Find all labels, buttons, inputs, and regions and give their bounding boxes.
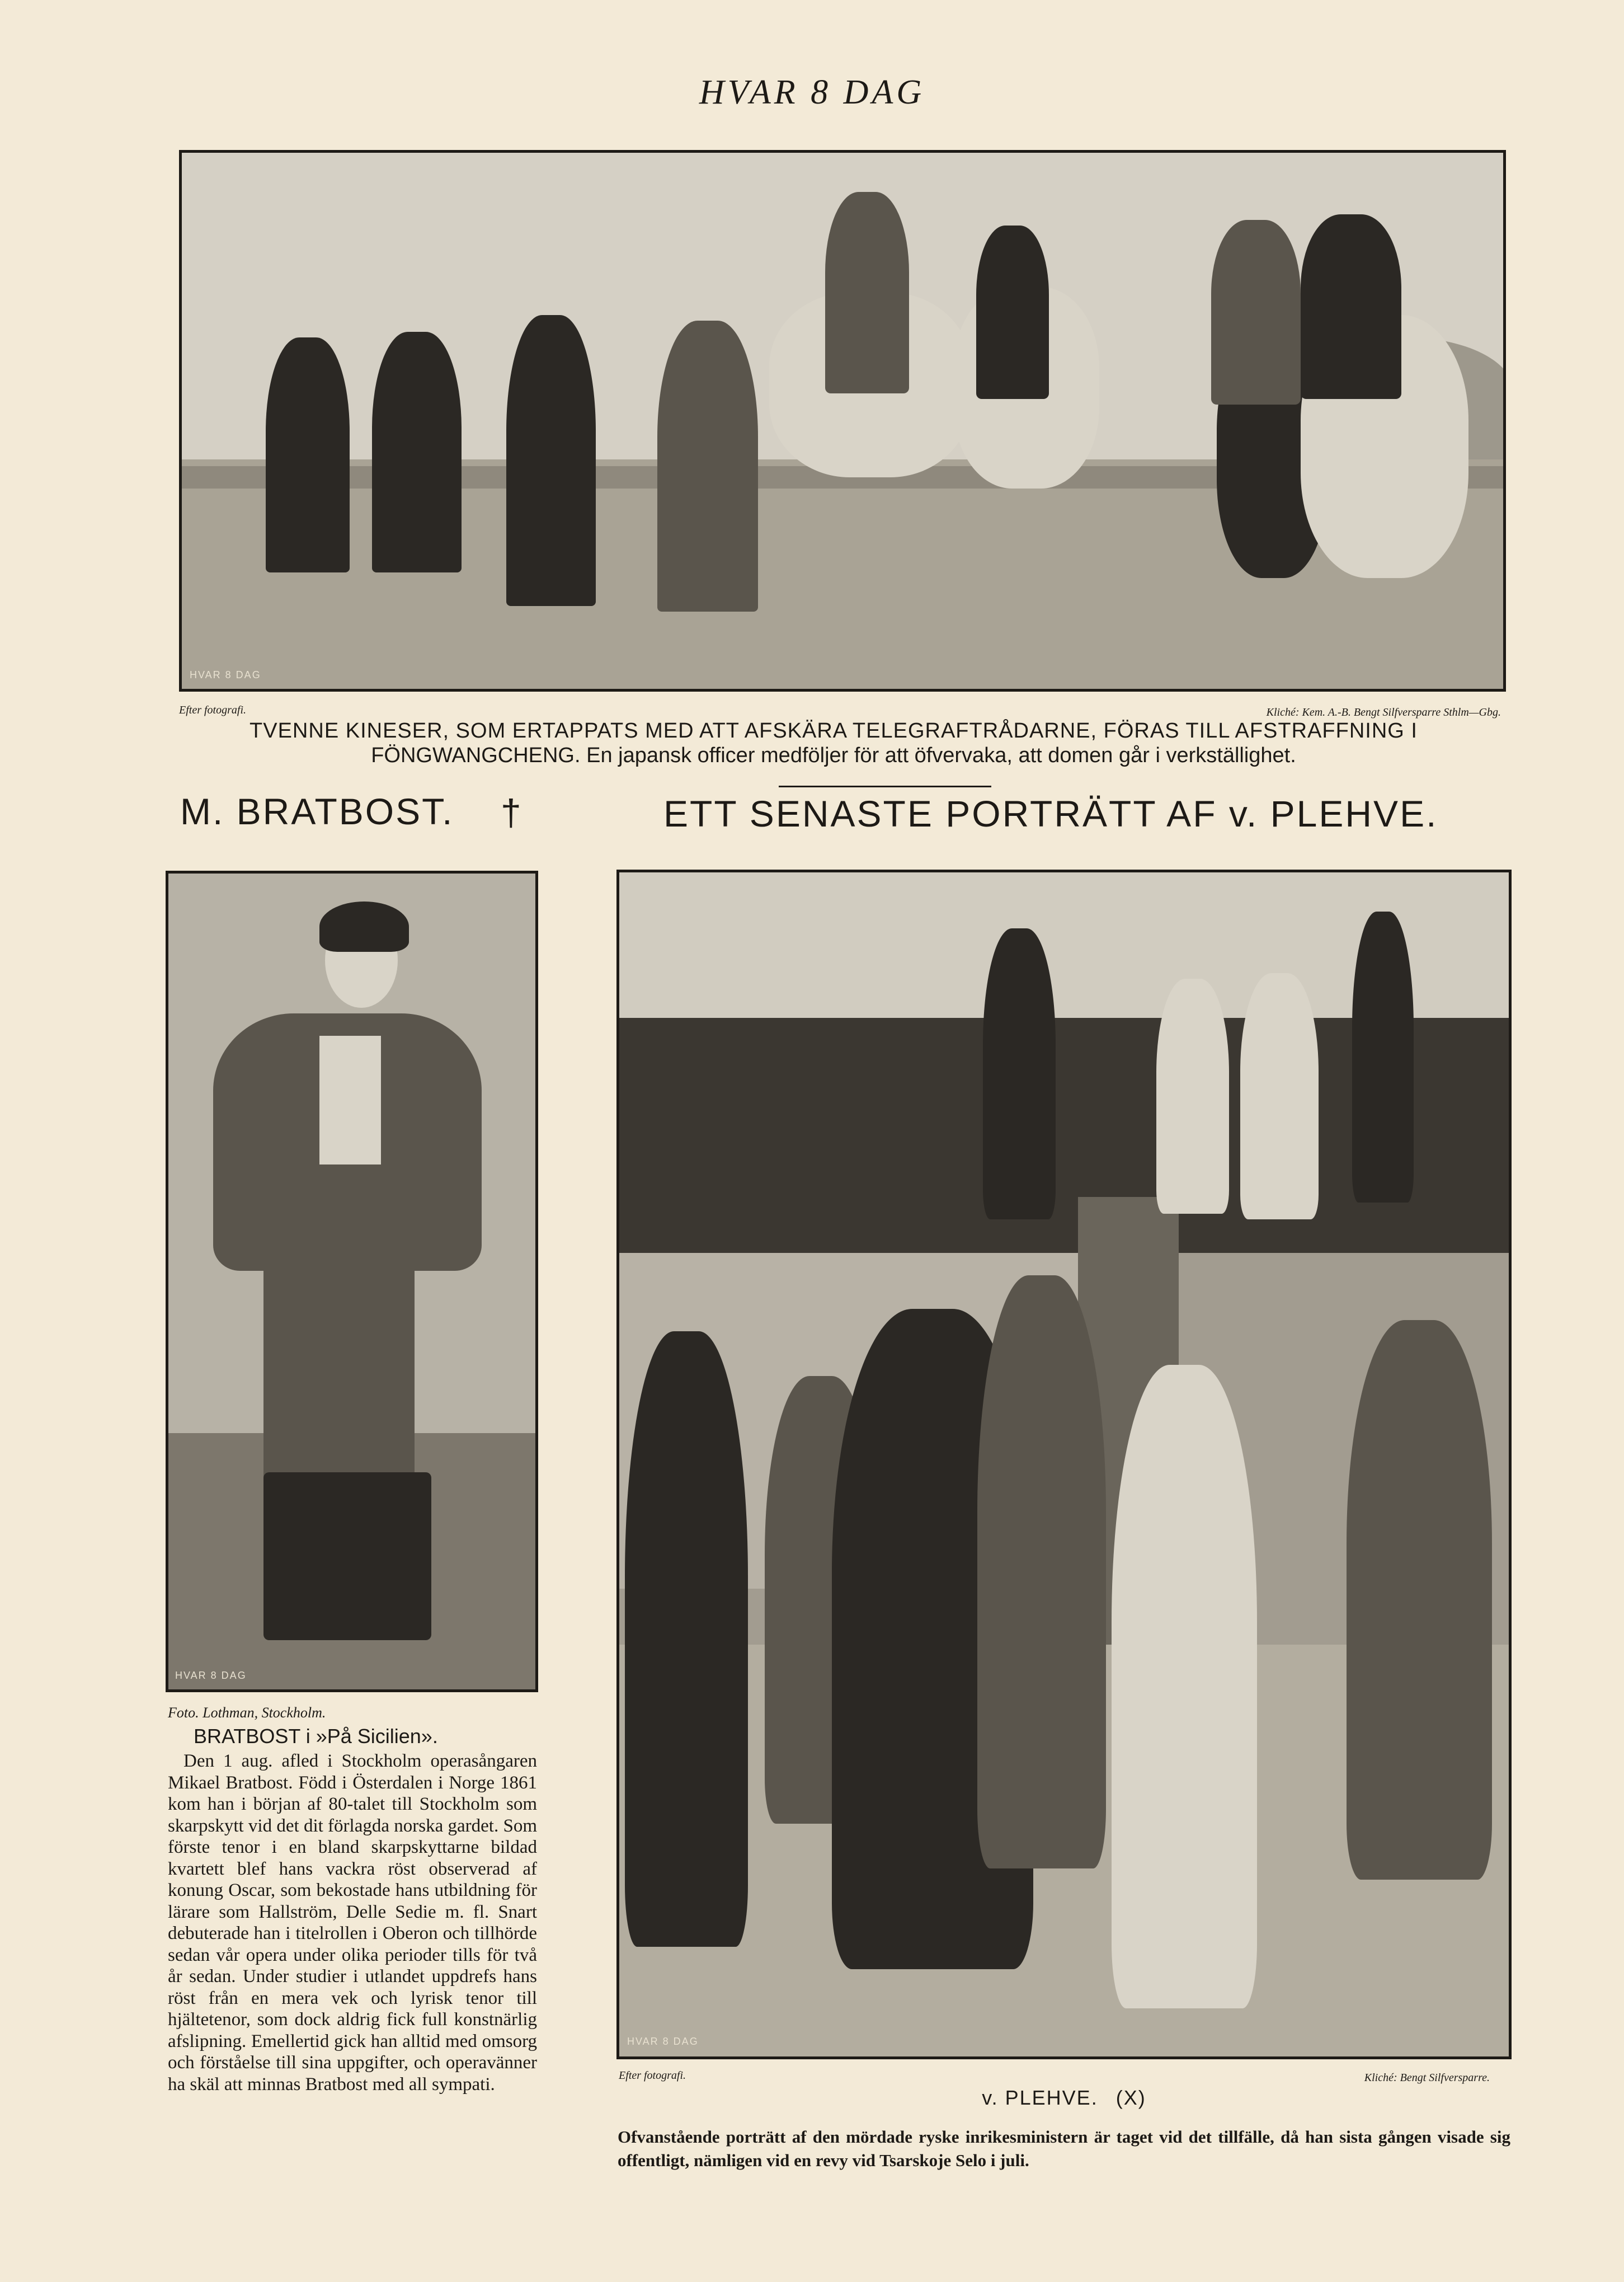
top-photo-credit-left: Efter fotografi. [179,704,246,716]
figure-man-1 [266,337,350,572]
plehve-description: Ofvanstående porträtt af den mördade ryske inrikesministern är taget vid det tillfälle, då han sista gången visade sig offentligt, nämligen vid en revy vid Tsarskoje Selo i juli. [618,2127,1510,2170]
bratbost-article-paragraph: Den 1 aug. afled i Stockholm operasångaren Mikael Bratbost. Född i Österdalen i Norge 1861 kom han i början af 80-talet till Stockholm som skarpskytt vid det dit förlagda norska gardet. Som förste tenor i en bland skarpskyttarne bildad kvartett blef hans vackra röst observerad af konung Oscar, som bekostade hans utbildning för lärare som Hallström, Delle Sedie m. fl. Snart debuterade han i titelrollen i Oberon och tillhörde sedan vår opera under olika perioder tills för två år sedan. Under studier i utlandet uppdrefs hans röst från en mera vek och lyrisk tenor till hjältetenor, som dock aldrig fick full konstnärlig afslipning. Emellertid gick han alltid med omsorg och förståelse till sina uppgifter, och operavänner ha skäl att minnas Bratbost med all sympati. [168,1751,537,2095]
top-photograph [179,150,1506,692]
figure-prisoner-1 [506,315,596,606]
plehve-caption-name: v. PLEHVE. [982,2086,1098,2109]
figure-prisoner-2 [657,321,758,612]
plehve-watermark: HVAR 8 DAG [627,2036,699,2047]
headline-divider-rule [779,786,991,787]
rider-officer [825,192,909,393]
rider-3 [1211,220,1301,405]
plehve-caption [616,2086,1512,2110]
rider-2 [976,226,1049,399]
top-photo-caption-line2: FÖNGWANGCHENG. En japansk officer medföljer för att öfvervaka, att domen går i verkställighet. [371,744,1296,767]
bratbost-photo-credit: Foto. Lothman, Stockholm. [168,1705,326,1721]
legs [263,1260,415,1506]
plehve-caption-mark: (X) [1115,2086,1146,2109]
plehve-figure [977,1275,1106,1868]
guard-1 [1352,912,1414,1203]
officer-right [1347,1320,1492,1880]
officer-coat [1112,1365,1257,2008]
bratbost-article [168,1750,537,2095]
masthead: HVAR 8 DAG [699,73,925,111]
dagger-mark: † [501,792,523,833]
officer-left [625,1331,748,1947]
bratbost-headline: M. BRATBOST. [180,791,454,832]
bratbost-watermark: HVAR 8 DAG [175,1670,247,1681]
top-photo-credit-right: Kliché: Kem. A.-B. Bengt Silfversparre Sthlm—Gbg. [1266,706,1501,719]
rider-4 [1301,214,1401,399]
plehve-credit-left: Efter fotografi. [619,2069,686,2082]
boots [263,1472,431,1640]
shirt [319,1036,381,1165]
hat [319,901,409,952]
bratbost-photo-title: BRATBOST i »På Sicilien». [194,1725,438,1748]
top-photo-caption-line1: TVENNE KINESER, SOM ERTAPPATS MED ATT AFSKÄRA TELEGRAFTRÅDARNE, FÖRAS TILL AFSTRAFFNING I [250,719,1418,743]
top-photo-watermark: HVAR 8 DAG [190,669,261,680]
bratbost-portrait [166,871,538,1692]
officer-standing-top [983,928,1056,1219]
plehve-photograph [616,870,1512,2059]
lady-1 [1156,979,1229,1214]
plehve-credit-right: Kliché: Bengt Silfversparre. [1364,2072,1490,2084]
plehve-headline: ETT SENASTE PORTRÄTT AF v. PLEHVE. [663,793,1438,834]
lady-2 [1240,973,1319,1219]
figure-man-2 [372,332,462,572]
